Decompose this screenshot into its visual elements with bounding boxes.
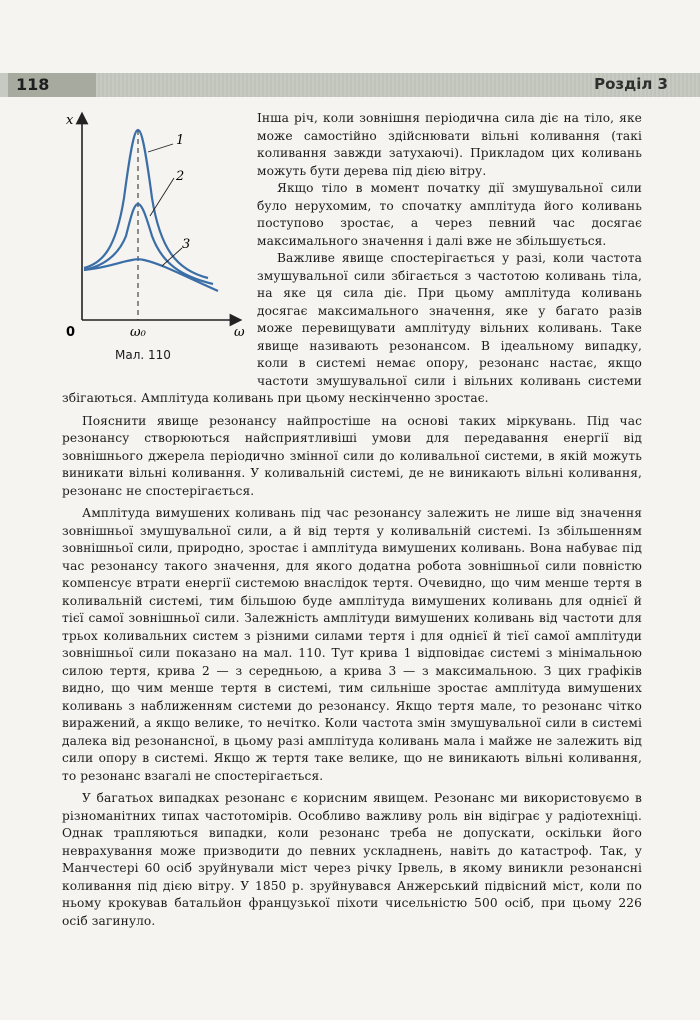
page-header [0,73,700,97]
paragraph: Важливе явище спостерігається у разі, коли частота змушувальної сили збігається з частотою коливань тіла, на яке ця сила діє. При цьому амплітуда коливань досягає максимального значення, яке у багато разів може перевищувати амплітуду вільних коливань. Таке явище називають резонансом. В ідеальному випадку, коли в системі немає опору, резонанс настає, якщо частоти змушувальної сили і вільних коливань системи збігаються. Амплітуда коливань при цьому нескінченно зростає. [62,251,642,405]
paragraph: Якщо тіло в момент початку дії змушувальної сили було нерухомим, то спочатку амплітуда його коливань поступово зростає, а через певний час досягає максимального значення і далі вже не збільшується. [257,181,642,248]
omega0-label: ω₀ [130,325,146,340]
axis-y-label: x [66,113,74,128]
curve-3-label: 3 [182,237,191,252]
paragraph: Інша річ, коли зовнішня періодична сила діє на тіло, яке може самостійно здійснювати вільні коливання (такі коливання завжди затухаючі). Прикладом цих коливань можуть бути дерева під дією вітру. [257,111,642,178]
page-number-block [8,73,96,97]
curve-2-label: 2 [176,169,185,184]
axis-x-label: ω [234,325,245,340]
paragraph: Амплітуда вимушених коливань під час резонансу залежить не лише від значення зовнішньої змушувальної сили, а й від тертя у коливальній системі. Із збільшенням зовнішньої сили, природно, зростає і амплітуда вимушених коливань. Вона набуває під час резонансу такого значення, для якого додатна робота зовнішньої сили повністю компенсує втрати енергії системою внаслідок тертя. Очевидно, що чим менше тертя в коливальній системі, тим більшою буде амплітуда вимушених коливань для однієї й тієї самої зовнішньої сили. Залежність амплітуди вимушених коливань від частоти для трьох коливальних систем з різними силами тертя і для однієї й тієї самої амплітуди зовнішньої сили показано на мал. 110. Тут крива 1 відповідає системі з мінімальною силою тертя, крива 2 — з середньою, а крива 3 — з максимальною. З цих графіків видно, що чим менше тертя в системі, тим сильніше зростає амплітуда вимушених коливань з наближенням системи до резонансу. Якщо тертя мале, то резонанс чітко виражений, а якщо велике, то нечітко. Коли частота змін змушувальної сили в системі далека від резонансної, в цьому разі амплітуда коливань мала і майже не залежить від сили опору в системі. Якщо ж тертя таке велике, що не виникають вільні коливання, то резонанс взагалі не спостерігається. [62,506,642,783]
figure-caption: Мал. 110 [115,348,171,362]
page-number: 118 [16,75,50,94]
body-text [62,110,642,930]
section-title: Розділ 3 [594,75,668,93]
paragraph: Пояснити явище резонансу найпростіше на основі таких міркувань. Під час резонансу створюються найсприятливіші умови для передавання енергії від зовнішнього джерела періодично змінної сили до коливальної системи, в якій можуть виникати вільні коливання. У коливальній системі, де не виникають вільні коливання, резонанс не спостерігається. [62,413,642,498]
curve-1-label: 1 [176,133,185,148]
origin-label: 0 [66,325,76,340]
paragraph: У багатьох випадках резонанс є корисним явищем. Резонанс ми використовуємо в різноманітних типах частотомірів. Особливо важливу роль він відіграє у радіотехніці. Однак трапляються випадки, коли резонанс треба не допускати, оскільки його неврахування може призводити до певних ускладнень, навіть до катастроф. Так, у Манчестері 60 осіб зруйнували міст через річку Ірвель, в якому виникли резонансні коливання під дією вітру. У 1850 р. зруйнувався Анжерський підвісний міст, коли по ньому крокував батальйон французької піхоти чисельністю 500 осіб, при цьому 226 осіб загинуло. [62,791,642,928]
